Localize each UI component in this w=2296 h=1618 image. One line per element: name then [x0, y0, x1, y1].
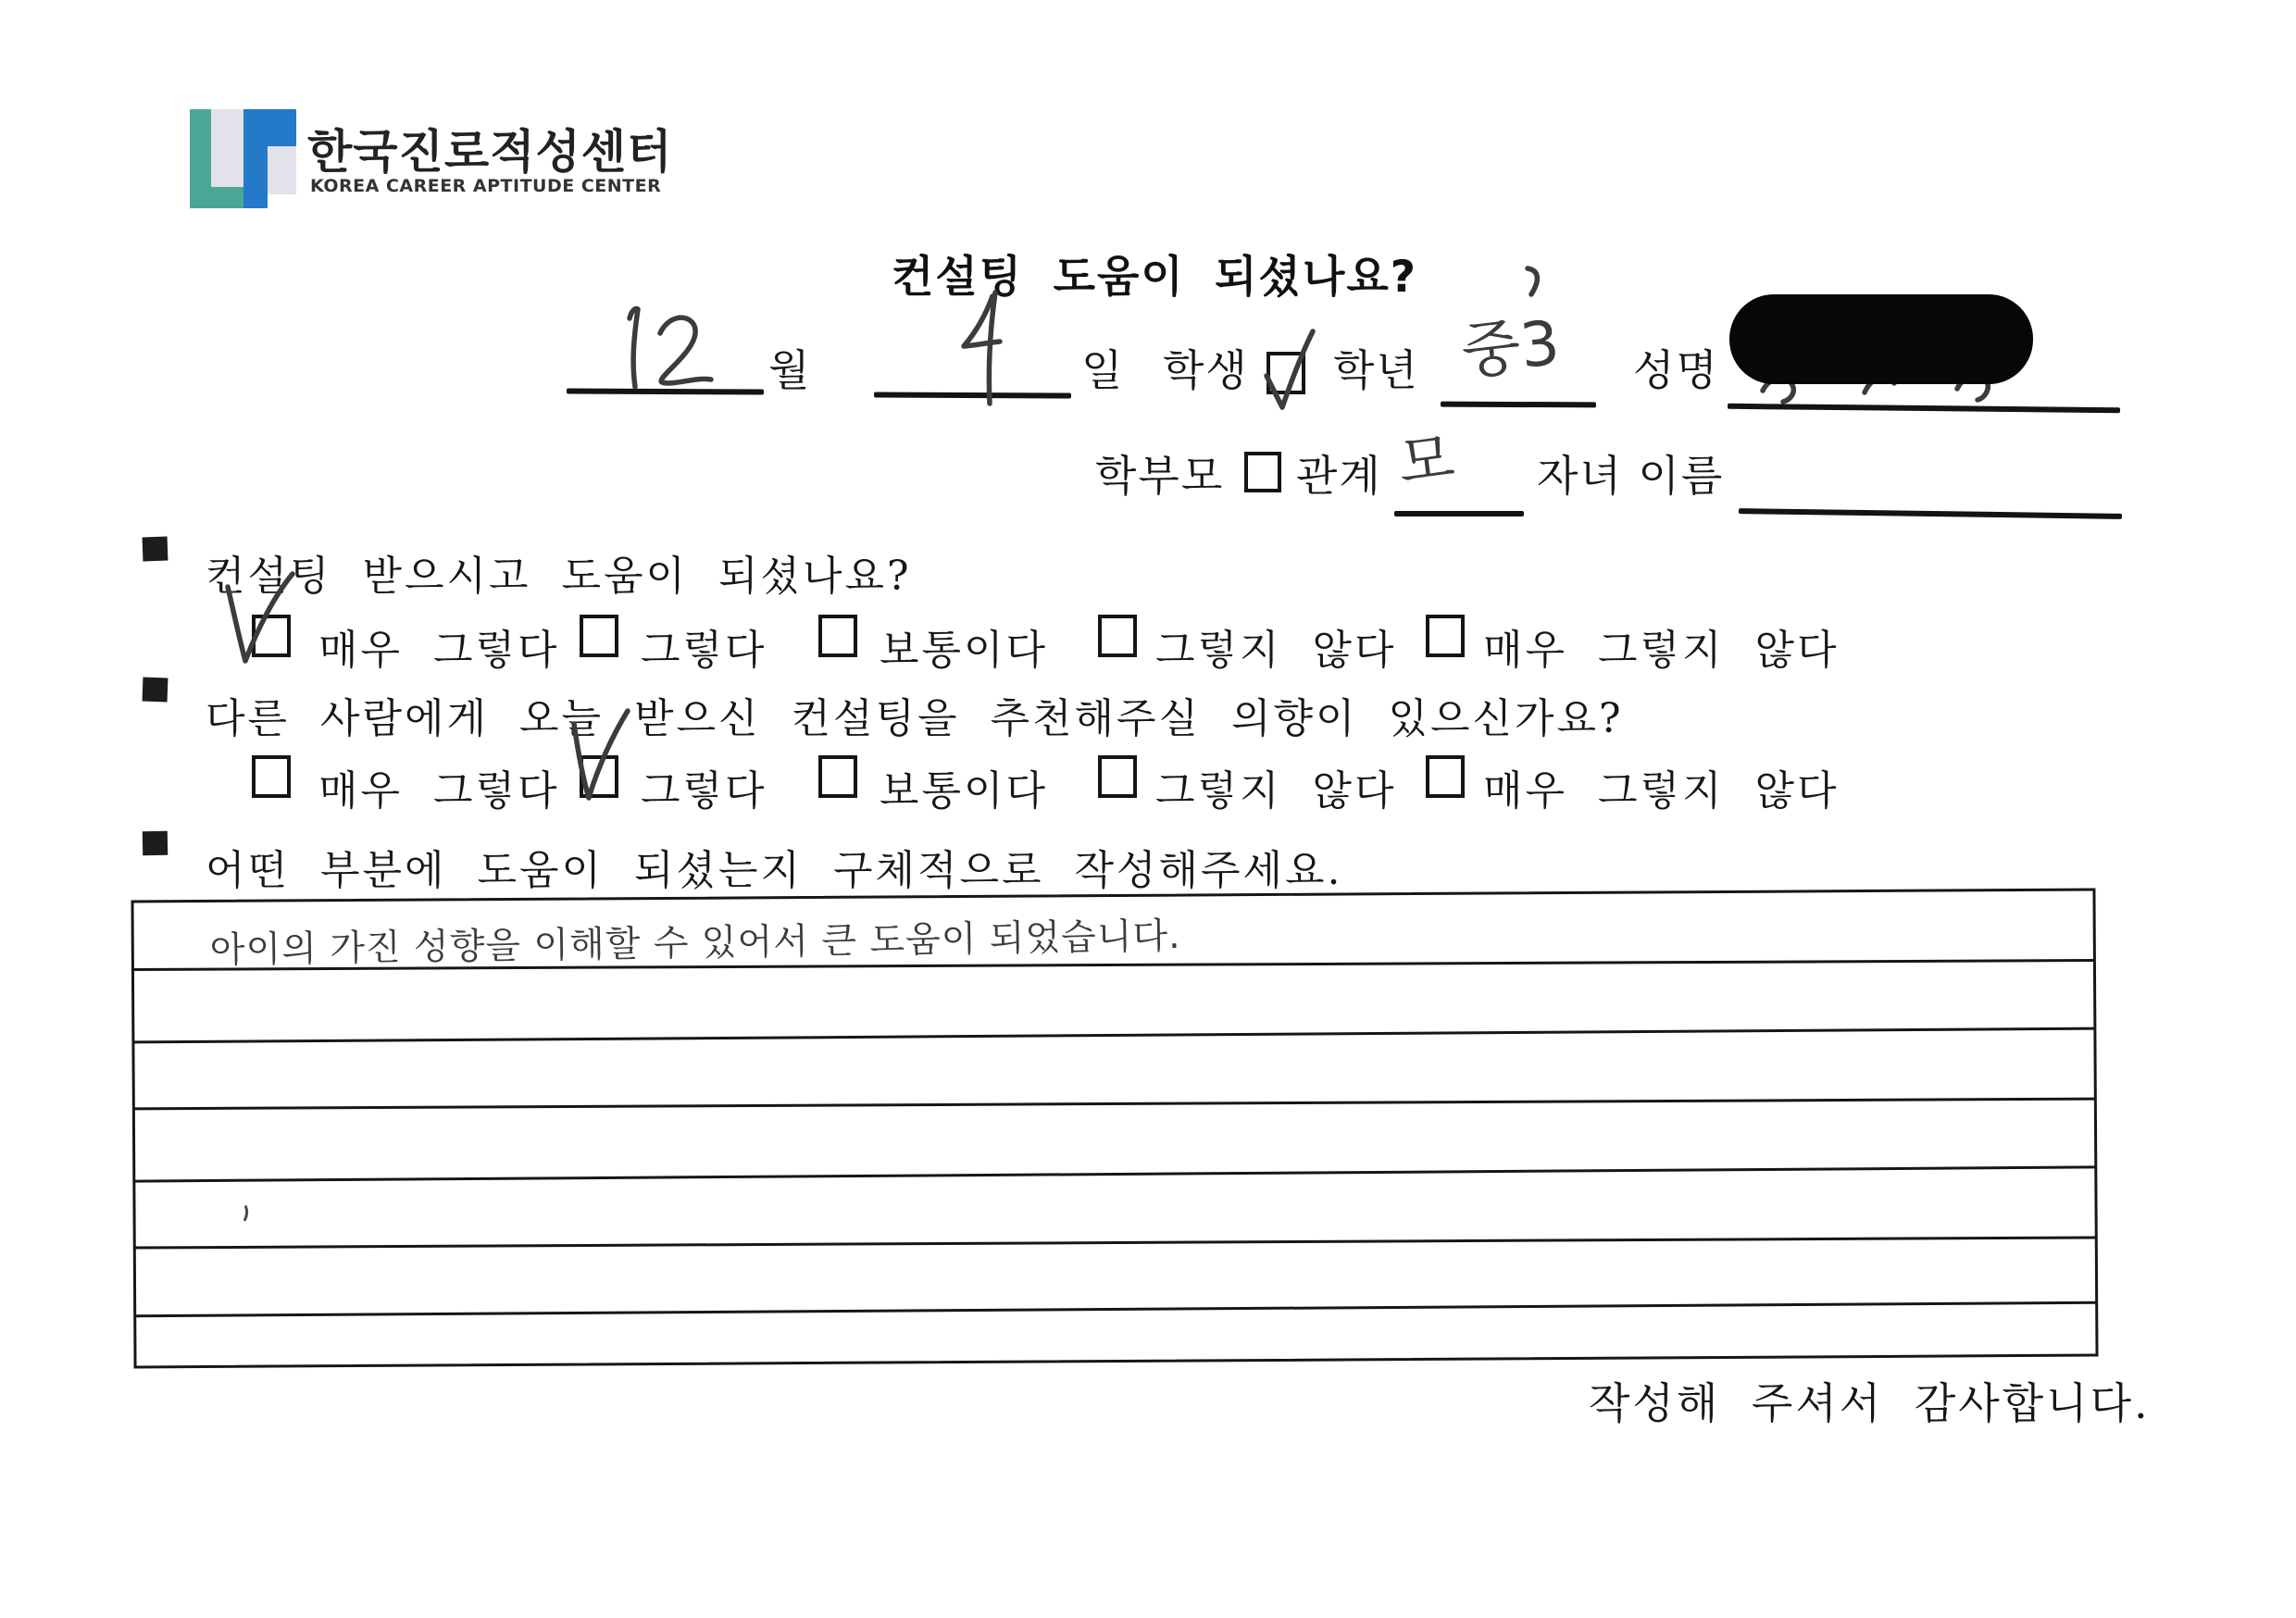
stray-pen-comma	[1516, 261, 1554, 307]
q2-option-checkbox-2[interactable]	[818, 755, 857, 798]
q1-option-label-3: 그렇지 않다	[1155, 627, 1397, 674]
q2-option-label-2: 보통이다	[880, 767, 1049, 815]
grade-label: 학년	[1333, 345, 1419, 395]
q1-checkmark	[209, 561, 302, 678]
name-label: 성명	[1633, 345, 1719, 395]
question3-text: 어떤 부분에 도움이 되셨는지 구체적으로 작성해주세요.	[206, 847, 1343, 894]
name-redaction-blob	[1729, 294, 2033, 384]
question2-bullet	[143, 678, 168, 703]
answer-box[interactable]	[131, 889, 2098, 1369]
day-label: 일	[1081, 345, 1125, 395]
logo-mark	[190, 109, 296, 208]
answer-box-line	[134, 1165, 2095, 1182]
q2-option-label-3: 그렇지 않다	[1155, 767, 1397, 815]
handwritten-grade: 중3	[1457, 306, 1564, 389]
grade-write-line[interactable]	[1441, 402, 1596, 408]
footer-thanks: 작성해 주셔서 감사합니다.	[1589, 1378, 2151, 1428]
month-label: 월	[768, 345, 812, 395]
answer-box-line	[134, 1098, 2095, 1111]
q2-option-label-1: 그렇다	[641, 767, 767, 815]
question1-text: 컨설팅 받으시고 도움이 되셨나요?	[206, 553, 912, 600]
child-name-write-line[interactable]	[1739, 508, 2122, 519]
child-name-label: 자녀 이름	[1537, 451, 1725, 501]
q2-option-checkbox-4[interactable]	[1426, 755, 1465, 798]
parent-label: 학부모	[1095, 451, 1225, 501]
stray-pen-dot	[239, 1204, 254, 1223]
student-label: 학생	[1163, 345, 1249, 395]
q1-option-label-4: 매우 그렇지 않다	[1483, 627, 1840, 674]
form-title: 컨설팅 도움이 되셨나요?	[892, 252, 1418, 303]
q2-option-label-0: 매우 그렇다	[318, 767, 560, 815]
q1-option-label-2: 보통이다	[880, 627, 1049, 674]
handwritten-relation: 모	[1394, 423, 1458, 498]
student-checkmark	[1252, 322, 1326, 415]
logo-lavender-right	[268, 146, 296, 194]
answer-box-line	[135, 1236, 2096, 1249]
logo-blue-block	[268, 109, 296, 146]
q2-option-label-4: 매우 그렇지 않다	[1483, 767, 1840, 815]
q2-option-checkbox-3[interactable]	[1098, 755, 1137, 798]
org-name-korean: 한국진로적성센터	[307, 125, 673, 179]
handwritten-month-12	[606, 296, 745, 398]
logo-blue-bar	[243, 109, 268, 208]
relation-write-line[interactable]	[1394, 511, 1524, 517]
answer-box-line	[133, 1027, 2094, 1044]
q2-checkmark	[535, 702, 637, 813]
logo-teal-base	[190, 187, 243, 208]
relation-label: 관계	[1296, 451, 1382, 501]
question3-bullet	[143, 831, 168, 855]
q1-option-label-1: 그렇다	[641, 627, 767, 674]
parent-checkbox[interactable]	[1244, 452, 1281, 492]
q2-option-checkbox-0[interactable]	[252, 755, 291, 798]
logo-lavender-inner	[211, 109, 243, 187]
q1-option-checkbox-2[interactable]	[818, 615, 857, 657]
question1-bullet	[143, 537, 168, 562]
handwritten-answer: 아이의 가진 성향을 이해할 수 있어서 큰 도움이 되었습니다.	[209, 915, 1181, 972]
q1-option-checkbox-1[interactable]	[580, 615, 618, 657]
org-name-english: KOREA CAREER APTITUDE CENTER	[310, 176, 662, 196]
q1-option-checkbox-3[interactable]	[1098, 615, 1137, 657]
question2-text: 다른 사람에게 오늘 받으신 컨설팅을 추천해주실 의향이 있으신가요?	[206, 695, 1624, 742]
answer-box-line	[135, 1301, 2096, 1317]
q1-option-label-0: 매우 그렇다	[318, 627, 560, 674]
q1-option-checkbox-4[interactable]	[1426, 615, 1465, 657]
handwritten-day-4	[950, 289, 1033, 409]
